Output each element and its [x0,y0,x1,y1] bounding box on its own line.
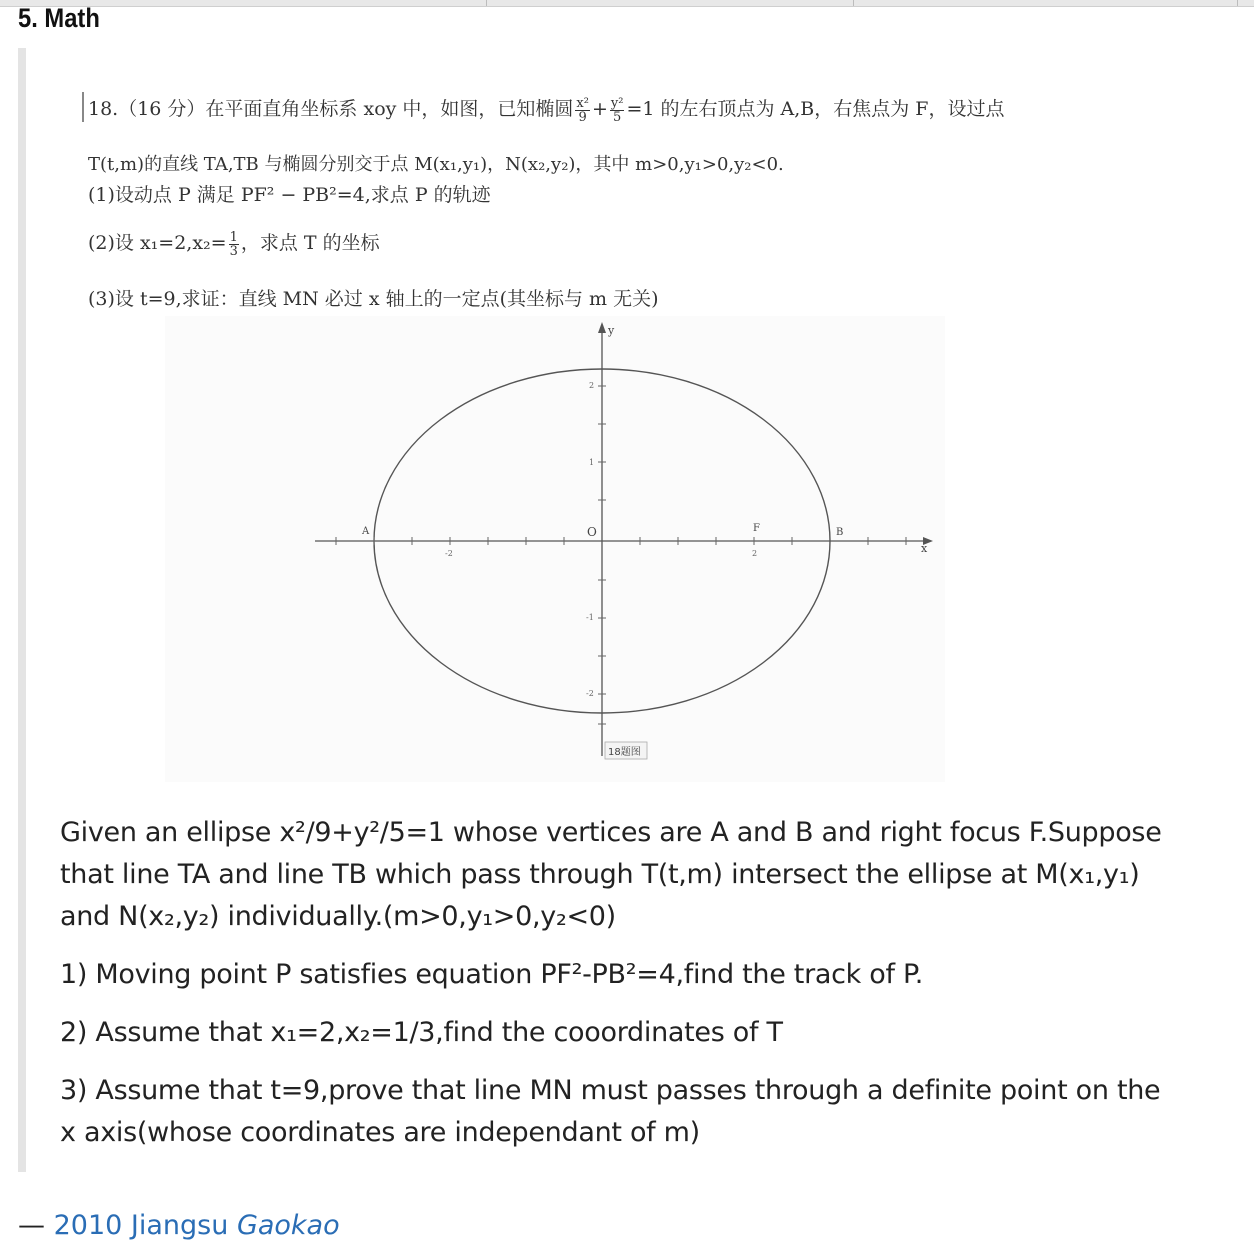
crop-mark [82,92,84,122]
scan-line-2: T(t,m)的直线 TA,TB 与椭圆分别交于点 M(x₁,y₁)，N(x₂,y₂)，其中 m>0,y₁>0,y₂<0. [88,154,784,175]
plus-sign: + [591,98,608,120]
point-b-label: B [836,527,844,538]
translation-question-1: 1) Moving point P satisfies equation PF²-PB²=4,find the track of P. [60,959,924,990]
section-heading: 5. Math [18,3,100,33]
fraction-denominator: 9 [578,109,587,125]
english-translation [60,812,1180,1154]
tick-label-y-neg2: -2 [586,689,594,698]
attribution-dash: — [18,1210,45,1241]
ellipse-diagram [165,316,945,782]
fraction-numerator: x² [576,95,589,111]
source-link[interactable] [54,1210,340,1241]
fraction-y2-over-5 [610,97,625,124]
scan-line-4-prefix: (2)设 x₁=2,x₂= [88,232,227,254]
figure-caption: 18题图 [608,747,641,758]
scan-line-4-suffix: ，求点 T 的坐标 [240,232,380,254]
tick-label-y-1: 1 [589,458,595,467]
fraction-numerator: 1 [229,229,238,245]
scan-line-5: (3)设 t=9,求证：直线 MN 必过 x 轴上的一定点(其坐标与 m 无关) [88,288,659,310]
tick-label-x-2: 2 [752,549,758,558]
tick-label-y-neg1: -1 [586,613,594,622]
blockquote-bar [18,48,26,1172]
x-axis-label: x [921,542,928,555]
source-link-emphasis: Gaokao [236,1210,340,1241]
fraction-denominator: 3 [229,243,238,259]
y-axis-label: y [608,324,615,337]
scan-line-1 [88,94,1004,124]
translation-question-3: 3) Assume that t=9,prove that line MN must passes through a definite point on the x axis(whose coordinates are independant of m) [60,1075,1161,1148]
source-link-text: 2010 Jiangsu [53,1210,229,1241]
tab-divider [1237,0,1238,6]
ellipse-figure [165,316,945,782]
scan-line-3: (1)设动点 P 满足 PF² − PB²=4,求点 P 的轨迹 [88,184,491,206]
fraction-denominator: 5 [613,109,622,125]
top-tab-strip [0,0,1254,7]
scan-line-1-suffix: =1 的左右顶点为 A,B，右焦点为 F，设过点 [626,98,1005,120]
tick-label-x-neg2: -2 [445,549,453,558]
tab-divider [486,0,487,6]
tab-divider [853,0,854,6]
translation-question-2: 2) Assume that x₁=2,x₂=1/3,find the cooordinates of T [60,1017,783,1048]
fraction-x2-over-9 [575,97,590,124]
fraction-numerator: y² [610,95,624,111]
scan-line-1-prefix: 18.（16 分）在平面直角坐标系 xoy 中，如图，已知椭圆 [88,98,574,120]
origin-label: O [587,525,597,539]
scan-line-4 [88,228,380,258]
fraction-1-over-3 [229,231,239,258]
point-a-label: A [362,526,370,537]
tick-label-y-2: 2 [589,381,595,390]
y-axis-arrow [598,322,606,333]
translation-intro: Given an ellipse x²/9+y²/5=1 whose vertices are A and B and right focus F.Suppose that line TA and line TB which pass through T(t,m) intersect the ellipse at M(x₁,y₁) and N(x₂,y₂) individually.(m>0,y₁>0,y₂<0) [60,817,1162,932]
source-attribution [18,1206,340,1246]
point-f-label: F [753,523,760,534]
